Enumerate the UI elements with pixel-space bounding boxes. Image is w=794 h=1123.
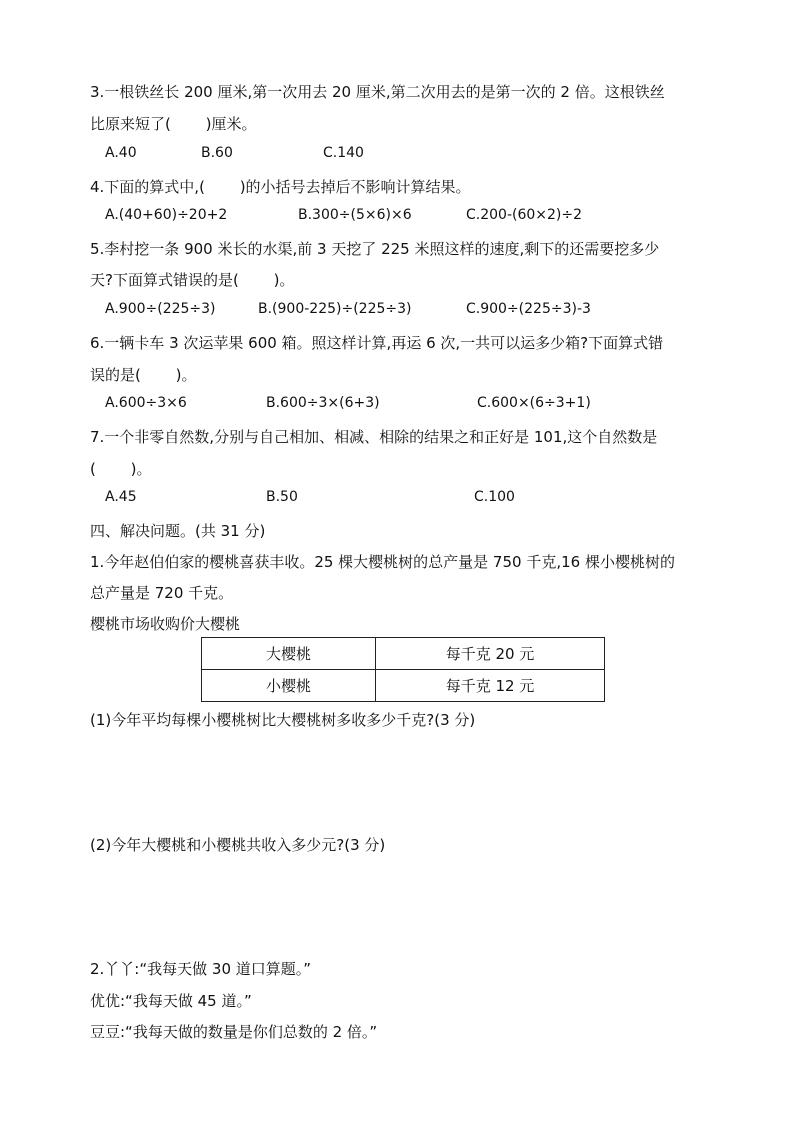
problem2-line-2: 优优:“我每天做 45 道。”: [90, 992, 252, 1010]
problem2-line-3: 豆豆:“我每天做的数量是你们总数的 2 倍。”: [90, 1023, 378, 1041]
table-cell: 小樱桃: [202, 670, 376, 702]
q5-option-b: B.(900-225)÷(225÷3): [258, 301, 412, 317]
q4-option-c: C.200-(60×2)÷2: [466, 207, 583, 223]
q5-option-c: C.900÷(225÷3)-3: [466, 301, 591, 317]
q3-line-2: 比原来短了( )厘米。: [90, 115, 257, 133]
q6-option-a: A.600÷3×6: [105, 395, 187, 411]
q3-option-c: C.140: [323, 145, 364, 161]
q7-option-c: C.100: [474, 489, 515, 505]
problem1-line-2: 总产量是 720 千克。: [90, 584, 234, 602]
table-cell: 每千克 12 元: [376, 670, 605, 702]
q3-option-b: B.60: [201, 145, 233, 161]
q3-line-1: 3.一根铁丝长 200 厘米,第一次用去 20 厘米,第二次用去的是第一次的 2 倍。这根铁丝: [90, 83, 665, 101]
q5-line-1: 5.李村挖一条 900 米长的水渠,前 3 天挖了 225 米照这样的速度,剩下的还需要挖多少: [90, 240, 660, 258]
q4-option-b: B.300÷(5×6)×6: [298, 207, 412, 223]
section-heading: 四、解决问题。(共 31 分): [90, 522, 266, 540]
q7-line-1: 7.一个非零自然数,分别与自己相加、相减、相除的结果之和正好是 101,这个自然数是: [90, 428, 658, 446]
q5-line-2: 天?下面算式错误的是( )。: [90, 271, 295, 289]
q6-line-1: 6.一辆卡车 3 次运苹果 600 箱。照这样计算,再运 6 次,一共可以运多少箱?下面算式错: [90, 334, 664, 352]
table-cell: 每千克 20 元: [376, 638, 605, 670]
price-table-caption: 樱桃市场收购价大樱桃: [90, 615, 241, 633]
q3-option-a: A.40: [105, 145, 137, 161]
problem1-sub-question-2: (2)今年大樱桃和小樱桃共收入多少元?(3 分): [90, 836, 386, 854]
table-row: [202, 670, 605, 702]
price-table: [201, 637, 605, 702]
q6-line-2: 误的是( )。: [90, 366, 197, 384]
q5-option-a: A.900÷(225÷3): [105, 301, 216, 317]
q6-option-b: B.600÷3×(6+3): [266, 395, 380, 411]
q7-option-b: B.50: [266, 489, 298, 505]
table-cell: 大樱桃: [202, 638, 376, 670]
q4-option-a: A.(40+60)÷20+2: [105, 207, 228, 223]
q7-option-a: A.45: [105, 489, 137, 505]
q4-line-1: 4.下面的算式中,( )的小括号去掉后不影响计算结果。: [90, 178, 471, 196]
q6-option-c: C.600×(6÷3+1): [477, 395, 591, 411]
table-row: [202, 638, 605, 670]
q7-line-2: ( )。: [90, 460, 152, 478]
problem1-sub-question-1: (1)今年平均每棵小樱桃树比大樱桃树多收多少千克?(3 分): [90, 711, 476, 729]
problem1-line-1: 1.今年赵伯伯家的樱桃喜获丰收。25 棵大樱桃树的总产量是 750 千克,16 棵小樱桃树的: [90, 553, 675, 571]
problem2-line-1: 2.丫丫:“我每天做 30 道口算题。”: [90, 960, 312, 978]
